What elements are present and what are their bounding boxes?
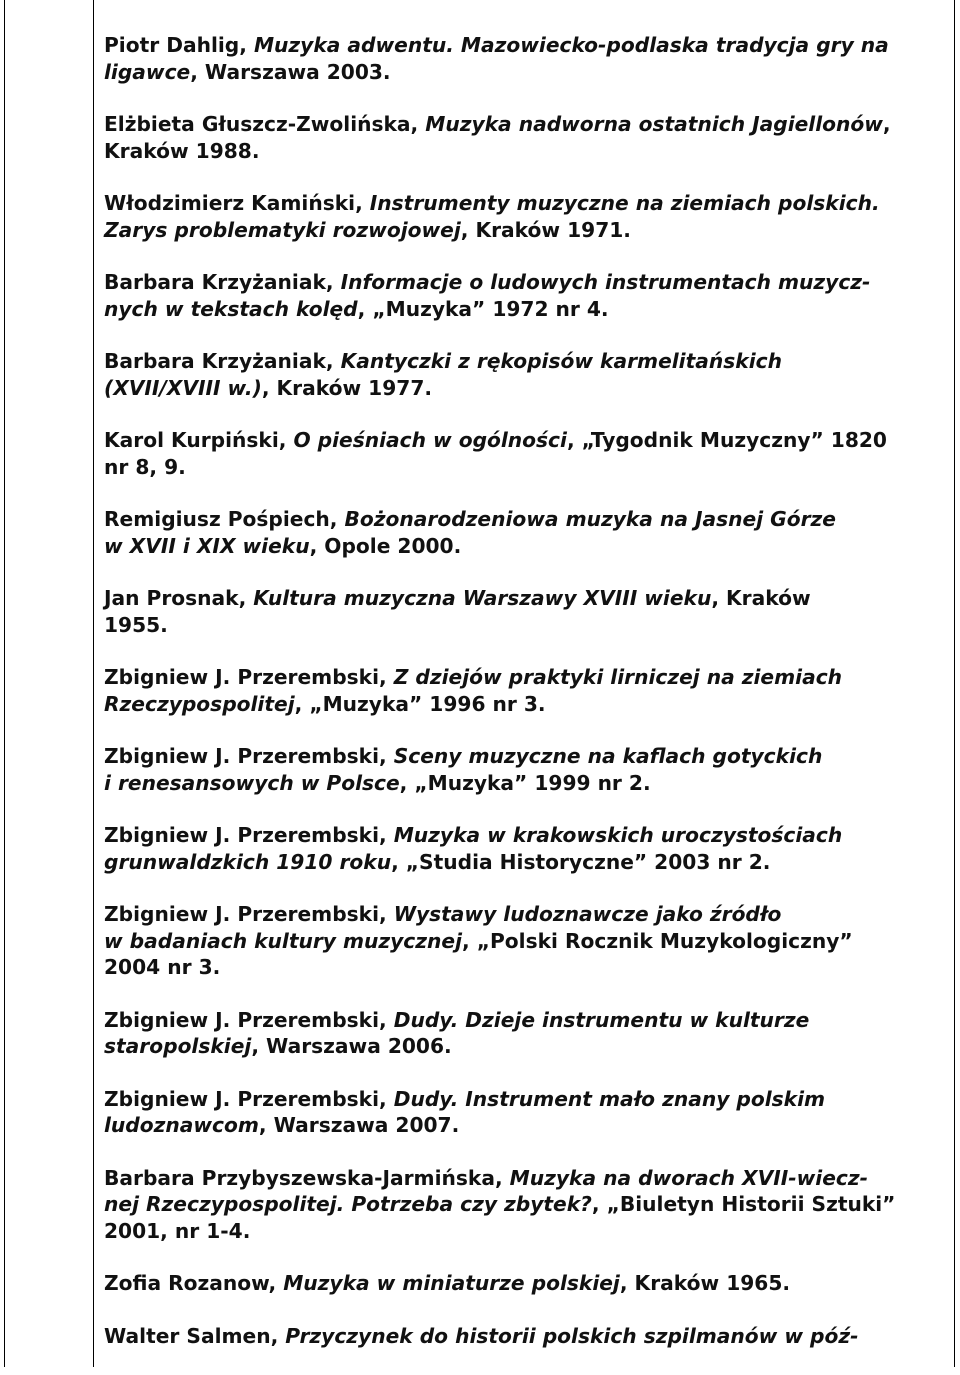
entry-line xyxy=(104,585,950,612)
entry-text: , Kraków xyxy=(711,586,811,610)
bibliography-entry xyxy=(104,348,950,401)
entry-text: Remigiusz Pośpiech, xyxy=(104,507,345,531)
entry-title-text: Muzyka adwentu. Mazowiecko-podlaska tradycja gry na xyxy=(253,33,889,57)
entry-title-text: Bożonarodzeniowa muzyka na Jasnej Górze xyxy=(344,507,836,531)
entry-title-text: i renesansowych w Polsce xyxy=(104,770,400,795)
entry-line xyxy=(104,533,950,560)
entry-text: Jan Prosnak, xyxy=(104,586,254,610)
entry-title-text: grunwaldzkich 1910 roku xyxy=(104,849,392,874)
entry-text: Karol Kurpiński, xyxy=(104,428,294,452)
entry-title-text: Muzyka w miniaturze polskiej xyxy=(283,1271,620,1295)
entry-line xyxy=(104,375,950,402)
entry-line xyxy=(104,901,950,928)
entry-line xyxy=(104,612,950,639)
entry-text: , Warszawa 2007. xyxy=(258,1113,460,1137)
entry-title-text: Zarys problematyki rozwojowej xyxy=(104,217,461,242)
entry-title-text: Instrumenty muzyczne na ziemiach polskich. xyxy=(369,191,880,215)
entry-text: Zbigniew J. Przerembski, xyxy=(104,823,394,847)
entry-text: Kraków 1988. xyxy=(104,138,260,163)
bibliography-entry xyxy=(104,1007,950,1060)
entry-line xyxy=(104,1033,950,1060)
entry-line xyxy=(104,928,950,955)
entry-line xyxy=(104,427,950,454)
entry-title-text: Z dziejów praktyki lirniczej na ziemiach xyxy=(393,665,843,689)
entry-title-text: O pieśniach w ogólności xyxy=(293,428,567,452)
entry-text: , Kraków 1965. xyxy=(619,1271,791,1295)
entry-line xyxy=(104,296,950,323)
entry-text: , Warszawa 2006. xyxy=(251,1034,452,1058)
entry-title-text: staropolskiej xyxy=(104,1034,252,1058)
entry-title-text: Dudy. Dzieje instrumentu w kulturze xyxy=(393,1007,810,1032)
entry-text: Elżbieta Głuszcz-Zwolińska, xyxy=(104,112,426,136)
entry-title-text: ligawce xyxy=(104,59,191,84)
entry-text: Barbara Krzyżaniak, xyxy=(104,349,341,373)
bibliography-entry xyxy=(104,111,950,164)
entry-text: Zbigniew J. Przerembski, xyxy=(104,1086,394,1111)
entry-title-text: nej Rzeczypospolitej. Potrzeba czy zbytek? xyxy=(104,1192,592,1216)
entry-text: 2004 nr 3. xyxy=(104,955,221,979)
entry-line xyxy=(104,1007,950,1034)
bibliography-entry xyxy=(104,1270,950,1297)
entry-line xyxy=(104,269,950,296)
entry-text: , Kraków 1971. xyxy=(460,217,631,242)
bibliography-entry xyxy=(104,1323,950,1350)
table-border-left-outer xyxy=(4,0,5,1367)
entry-title-text: ludoznawcom xyxy=(104,1113,259,1137)
entry-line xyxy=(104,1270,950,1297)
bibliography-entry xyxy=(104,901,950,981)
bibliography-entry xyxy=(104,190,950,243)
entry-title-text: Kantyczki z rękopisów karmelitańskich xyxy=(340,349,782,373)
entry-title-text: Muzyka w krakowskich uroczystościach xyxy=(393,823,843,847)
entry-title-text: Muzyka nadworna ostatnich Jagiellonów xyxy=(425,112,883,136)
entry-title-text: w XVII i XIX wieku xyxy=(104,533,310,558)
entry-title-text: Wystawy ludoznawcze jako źródło xyxy=(393,902,782,926)
entry-line xyxy=(104,1218,950,1245)
entry-line xyxy=(104,1086,950,1113)
entry-line xyxy=(104,454,950,481)
entry-title-text: Dudy. Instrument mało znany polskim xyxy=(393,1086,826,1111)
entry-title-text: Przyczynek do historii polskich szpilmanów w póź- xyxy=(285,1323,859,1348)
entry-title-text: w badaniach kultury muzycznej xyxy=(104,928,463,953)
entry-title-text: nych w tekstach kolęd xyxy=(104,296,358,321)
entry-title-text: Sceny muzyczne na kaflach gotyckich xyxy=(393,744,823,768)
entry-line xyxy=(104,1323,950,1350)
bibliography-entry xyxy=(104,1165,950,1245)
bibliography-entry xyxy=(104,1086,950,1139)
entry-line xyxy=(104,348,950,375)
entry-text: Włodzimierz Kamiński, xyxy=(104,191,370,215)
entry-line xyxy=(104,190,950,217)
entry-text: , „Biuletyn Historii Sztuki” xyxy=(591,1192,896,1216)
entry-line xyxy=(104,32,950,59)
entry-text: , Opole 2000. xyxy=(309,533,462,558)
entry-line xyxy=(104,111,950,138)
bibliography-entry xyxy=(104,269,950,322)
table-border-right xyxy=(954,0,955,1367)
entry-line xyxy=(104,822,950,849)
entry-line xyxy=(104,1165,950,1192)
bibliography-entry xyxy=(104,585,950,638)
entry-line xyxy=(104,217,950,244)
bibliography-entry xyxy=(104,427,950,480)
entry-text: Piotr Dahlig, xyxy=(104,33,254,57)
bibliography-entry xyxy=(104,32,950,85)
entry-text: , xyxy=(882,112,891,136)
entry-line xyxy=(104,849,950,876)
entry-text: Walter Salmen, xyxy=(104,1323,286,1348)
entry-title-text: Rzeczypospolitej xyxy=(104,691,295,716)
entry-text: , „Tygodnik Muzyczny” 1820 xyxy=(566,428,887,452)
entry-text: Barbara Krzyżaniak, xyxy=(104,270,341,294)
entry-text: , Warszawa 2003. xyxy=(190,59,391,84)
entry-line xyxy=(104,59,950,86)
entry-text: , „Muzyka” 1996 nr 3. xyxy=(294,691,546,716)
entry-line xyxy=(104,1112,950,1139)
entry-line xyxy=(104,954,950,981)
entry-text: Zbigniew J. Przerembski, xyxy=(104,902,394,926)
bibliography-list xyxy=(104,32,950,1375)
entry-text: , „Studia Historyczne” 2003 nr 2. xyxy=(391,849,771,874)
bibliography-entry xyxy=(104,743,950,796)
entry-line xyxy=(104,691,950,718)
entry-text: , „Muzyka” 1999 nr 2. xyxy=(399,770,651,795)
entry-text: 1955. xyxy=(104,612,168,637)
entry-title-text: Muzyka na dworach XVII-wiecz- xyxy=(509,1165,868,1190)
entry-text: , „Muzyka” 1972 nr 4. xyxy=(357,296,609,321)
bibliography-entry xyxy=(104,506,950,559)
entry-text: Zbigniew J. Przerembski, xyxy=(104,1007,394,1032)
entry-line xyxy=(104,138,950,165)
entry-text: Zbigniew J. Przerembski, xyxy=(104,665,394,689)
entry-text: nr 8, 9. xyxy=(104,454,186,479)
entry-text: Zofia Rozanow, xyxy=(104,1271,284,1295)
entry-text: Barbara Przybyszewska-Jarmińska, xyxy=(104,1165,510,1190)
entry-line xyxy=(104,743,950,770)
entry-line xyxy=(104,506,950,533)
table-border-left-inner xyxy=(93,0,94,1367)
bibliography-entry xyxy=(104,664,950,717)
entry-title-text: Kultura muzyczna Warszawy XVIII wieku xyxy=(253,586,712,610)
entry-title-text: Informacje o ludowych instrumentach muzycz- xyxy=(340,270,871,294)
entry-text: , Kraków 1977. xyxy=(261,375,433,400)
entry-text: , „Polski Rocznik Muzykologiczny” xyxy=(462,928,853,953)
entry-line xyxy=(104,1191,950,1218)
entry-text: Zbigniew J. Przerembski, xyxy=(104,744,394,768)
bibliography-entry xyxy=(104,822,950,875)
entry-title-text: (XVII/XVIII w.) xyxy=(104,375,262,400)
entry-text: 2001, nr 1-4. xyxy=(104,1218,251,1243)
entry-line xyxy=(104,664,950,691)
entry-line xyxy=(104,770,950,797)
